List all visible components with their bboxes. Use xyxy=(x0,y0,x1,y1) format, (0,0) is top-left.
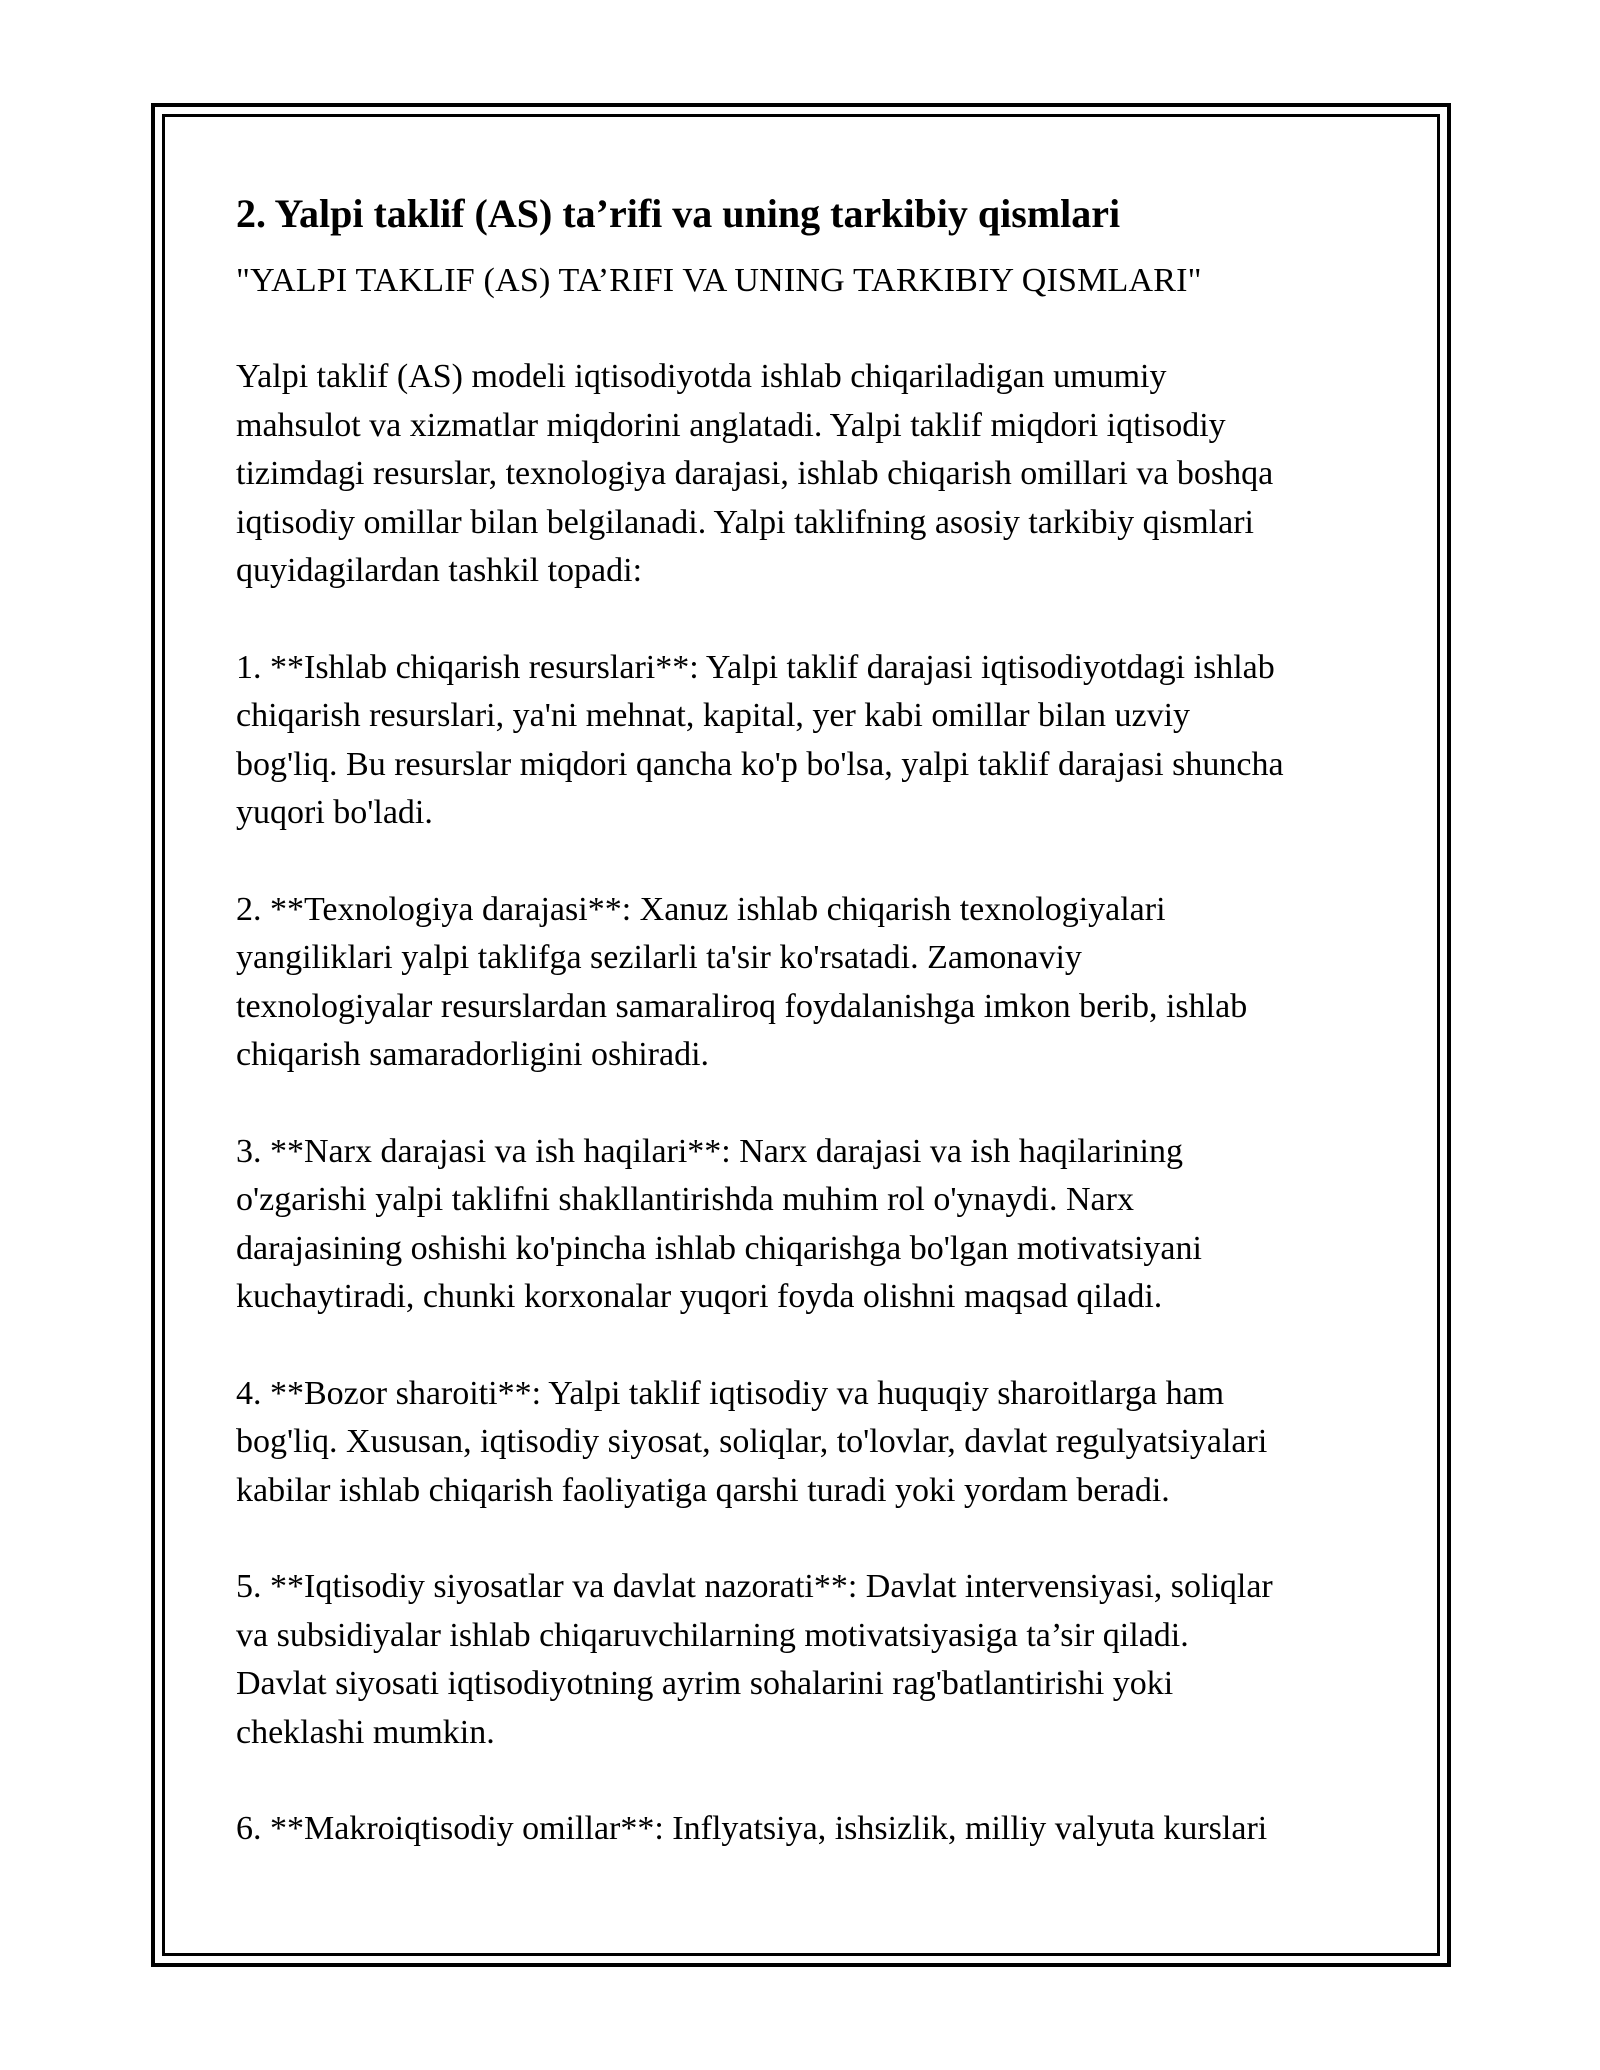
list-item: 2. **Texnologiya darajasi**: Xanuz ishlab chiqarish texnologiyalari yangiliklari yalpi taklifga sezilarli ta'sir ko'rsatadi. Zamonaviy texnologiyalar resurslardan samaraliroq foydalanishga imkon berib, ishlab chiqarish samaradorligini oshiradi. xyxy=(236,890,1248,1073)
list-item: 1. **Ishlab chiqarish resurslari**: Yalpi taklif darajasi iqtisodiyotdagi ishlab chiqarish resurslari, ya'ni mehnat, kapital, yer kabi omillar bilan uzviy bog'liq. Bu resurslar miqdori qancha ko'p bo'lsa, yalpi taklif darajasi shuncha yuqori bo'ladi. xyxy=(236,648,1284,831)
list-item: 4. **Bozor sharoiti**: Yalpi taklif iqtisodiy va huquqiy sharoitlarga ham bog'liq. Xususan, iqtisodiy siyosat, soliqlar, to'lovlar, davlat regulyatsiyalari kabilar ishlab chiqarish faoliyatiga qarshi turadi yoki yordam beradi. xyxy=(236,1374,1268,1509)
section-subtitle: "YALPI TAKLIF (AS) TA’RIFI VA UNING TARKIBIY QISMLARI" xyxy=(236,262,1202,299)
list-item: 3. **Narx darajasi va ish haqilari**: Narx darajasi va ish haqilarining o'zgarishi yalpi taklifni shakllantirishda muhim rol o'ynaydi. Narx darajasining oshishi ko'pincha ishlab chiqarishga bo'lgan motivatsiyani kuchaytiradi, chunki korxonalar yuqori foyda olishni maqsad qiladi. xyxy=(236,1132,1202,1315)
intro-paragraph: Yalpi taklif (AS) modeli iqtisodiyotda ishlab chiqariladigan umumiy mahsulot va xizmatlar miqdorini anglatadi. Yalpi taklif miqdori iqtisodiy tizimdagi resurslar, texnologiya darajasi, ishlab chiqarish omillari va boshqa iqtisodiy omillar bilan belgilanadi. Yalpi taklifning asosiy tarkibiy qismlari quyidagilardan tashkil topadi: xyxy=(236,358,1274,589)
list-item: 5. **Iqtisodiy siyosatlar va davlat nazorati**: Davlat intervensiyasi, soliqlar va subsidiyalar ishlab chiqaruvchilarning motivatsiyasiga ta’sir qiladi. Davlat siyosati iqtisodiyotning ayrim sohalarini rag'batlantirishi yoki cheklashi mumkin. xyxy=(236,1568,1273,1751)
list-item: 6. **Makroiqtisodiy omillar**: Inflyatsiya, ishsizlik, milliy valyuta kurslari xyxy=(236,1810,1268,1847)
section-heading: 2. Yalpi taklif (AS) ta’rifi va uning tarkibiy qismlari xyxy=(236,191,1121,236)
document-body xyxy=(236,185,1386,1854)
